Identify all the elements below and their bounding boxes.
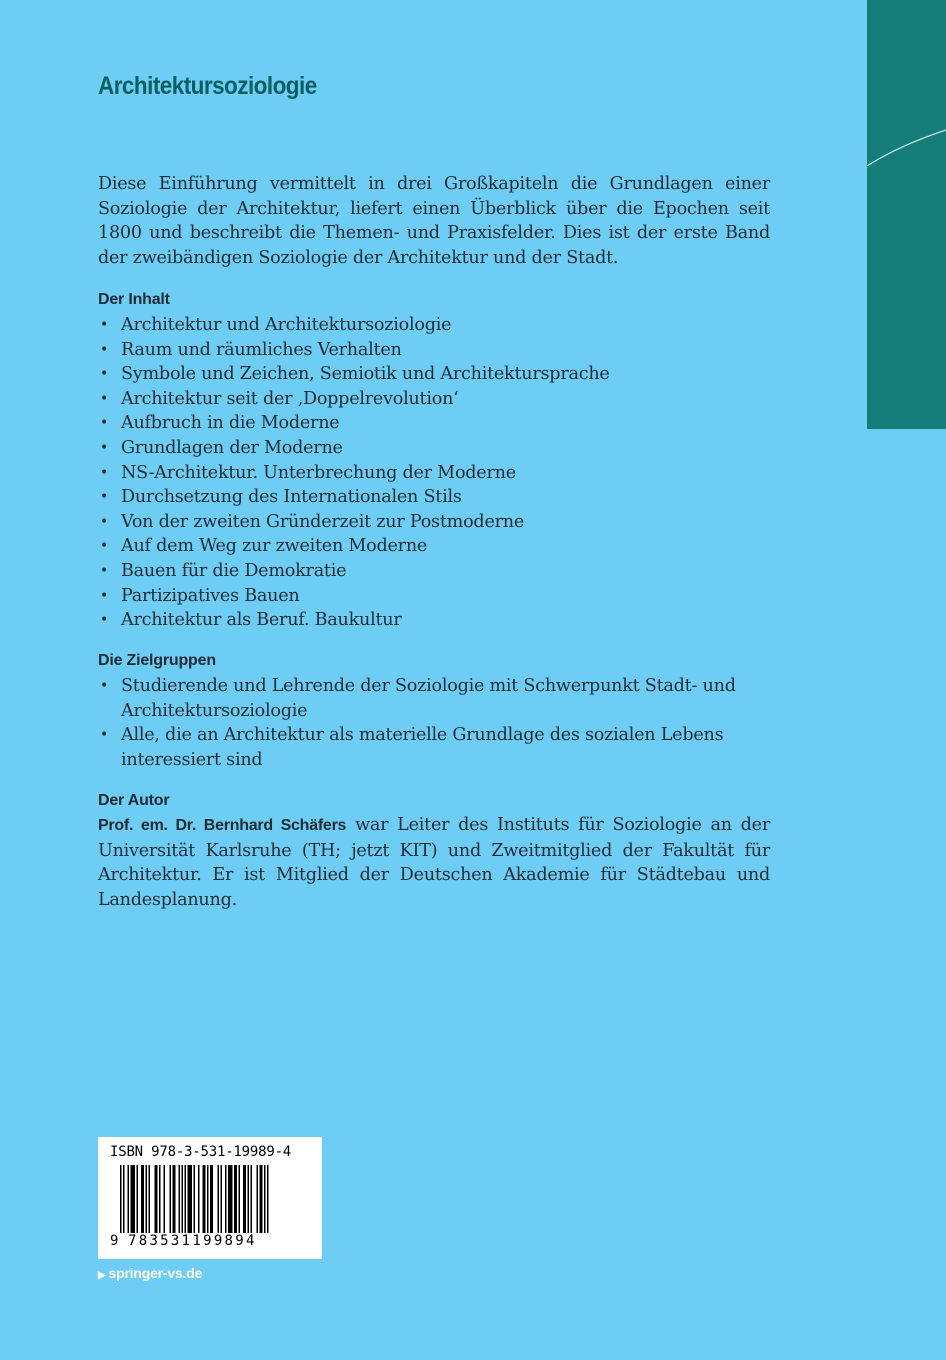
list-item [98,584,770,609]
bullet-icon: • [100,562,109,579]
barcode-bar [251,1165,253,1233]
barcode-bar [137,1165,139,1233]
barcode-bar [257,1165,259,1233]
list-item [98,436,770,461]
bullet-icon: • [100,464,109,481]
barcode-bar [194,1165,196,1233]
list-item-text: NS-Architektur. Unterbrechung der Moderne [121,462,516,483]
barcode-bar [234,1165,237,1233]
ean-digits: 783531199894 [128,1233,257,1249]
spine-color-band [867,0,946,429]
isbn-barcode-box [98,1137,322,1259]
barcode-bar [182,1165,184,1233]
author-bio: war Leiter des Instituts für Soziologie an der Universität Karlsruhe (TH; jetzt KIT) und Zweitmitglied der Fakultät für Architektur. Er ist Mitglied der Deutschen Akademie für Städtebau und Landesplanung. [98,815,771,910]
barcode-bar [179,1165,181,1233]
barcode-bar [260,1165,263,1233]
barcode-bar [239,1165,241,1233]
barcode-bar [228,1165,233,1233]
barcode-bar [120,1165,122,1233]
publisher-url-text: springer-vs.de [108,1265,203,1281]
list-item [98,362,770,387]
bullet-icon: • [100,727,109,744]
book-title: Architektursoziologie [98,72,317,100]
bullet-icon: • [100,415,109,432]
list-item-text: Grundlagen der Moderne [121,437,343,458]
list-item [98,723,770,772]
barcode-bar [131,1165,136,1233]
publisher-url[interactable] [98,1265,202,1281]
bullet-icon: • [100,341,109,358]
contents-heading: Der Inhalt [98,291,170,308]
list-item-text: Partizipatives Bauen [121,585,300,606]
list-item-text: Architektur und Architektursoziologie [121,315,452,335]
barcode-bar [141,1165,144,1233]
author-paragraph [98,813,770,912]
bullet-icon: • [100,587,109,604]
contents-list [98,313,770,633]
list-item [98,411,770,436]
list-item-text: Architektur seit der ‚Doppelrevolution‘ [121,388,459,409]
list-item-text: Studierende und Lehrende der Soziologie mit Schwerpunkt Stadt- und Architektursoziologie [121,676,736,721]
author-name: Prof. em. Dr. Bernhard Schäfers [98,817,347,834]
barcode-bar [146,1165,148,1233]
barcode-bar [170,1165,172,1233]
list-item-text: Symbole und Zeichen, Semiotik und Architektursprache [121,364,610,385]
barcode-bar [243,1165,246,1233]
list-item [98,338,770,363]
list-item [98,485,770,510]
barcode-bar [185,1165,187,1233]
barcode-bar [221,1165,223,1233]
barcode-bar [267,1165,269,1233]
list-item [98,461,770,486]
list-item [98,387,770,412]
barcode-bar [149,1165,151,1233]
bullet-icon: • [100,489,109,506]
decorative-curve [867,0,946,429]
bullet-icon: • [100,366,109,383]
barcode-bar [210,1165,213,1233]
barcode-bar [155,1165,158,1233]
barcode-bar [128,1165,130,1233]
list-item-text: Durchsetzung des Internationalen Stils [121,487,462,508]
list-item-text: Bauen für die Demokratie [121,560,347,581]
target-groups-heading: Die Zielgruppen [98,652,216,669]
triangle-right-icon: ▶ [98,1270,106,1281]
barcode-bar [159,1165,161,1233]
barcode-bar [248,1165,250,1233]
list-item-text: Alle, die an Architektur als materielle Grundlage des sozialen Lebens interessiert sind [121,725,724,770]
bullet-icon: • [100,439,109,456]
barcode-bar [264,1165,266,1233]
bullet-icon: • [100,538,109,555]
list-item [98,510,770,535]
barcode-bar [173,1165,176,1233]
blurb-paragraph: Diese Einführung vermittelt in drei Großkapiteln die Grundlagen einer Soziologie der Architektur, liefert einen Überblick über die Epochen seit 1800 und beschreibt die Themen- und Praxisfelder. Dies ist der erste Band der zweibändigen Soziologie der Architektur und der Stadt. [98,174,770,268]
list-item [98,534,770,559]
barcode-bar [164,1165,166,1233]
isbn-label: ISBN 978-3-531-19989-4 [110,1144,292,1160]
list-item [98,674,770,723]
list-item [98,559,770,584]
list-item-text: Auf dem Weg zur zweiten Moderne [121,536,428,557]
list-item [98,608,770,633]
barcode-bar [198,1165,200,1233]
barcode-bar [188,1165,193,1233]
barcode-bar [218,1165,220,1233]
bullet-icon: • [100,317,109,333]
barcode [120,1165,310,1233]
target-groups-list [98,674,770,772]
bullet-icon: • [100,678,109,694]
bullet-icon: • [100,390,109,407]
bullet-icon: • [100,513,109,530]
barcode-bar [123,1165,125,1233]
list-item-text: Raum und räumliches Verhalten [121,339,402,360]
author-heading: Der Autor [98,792,170,809]
ean-first-digit: 9 [110,1233,119,1249]
list-item-text: Aufbruch in die Moderne [121,413,340,434]
barcode-bar [207,1165,209,1233]
list-item-text: Architektur als Beruf. Baukultur [121,610,402,631]
list-item-text: Von der zweiten Gründerzeit zur Postmoderne [121,511,525,532]
bullet-icon: • [100,612,109,629]
list-item [98,313,770,338]
barcode-bar [203,1165,206,1233]
barcode-bar [225,1165,227,1233]
